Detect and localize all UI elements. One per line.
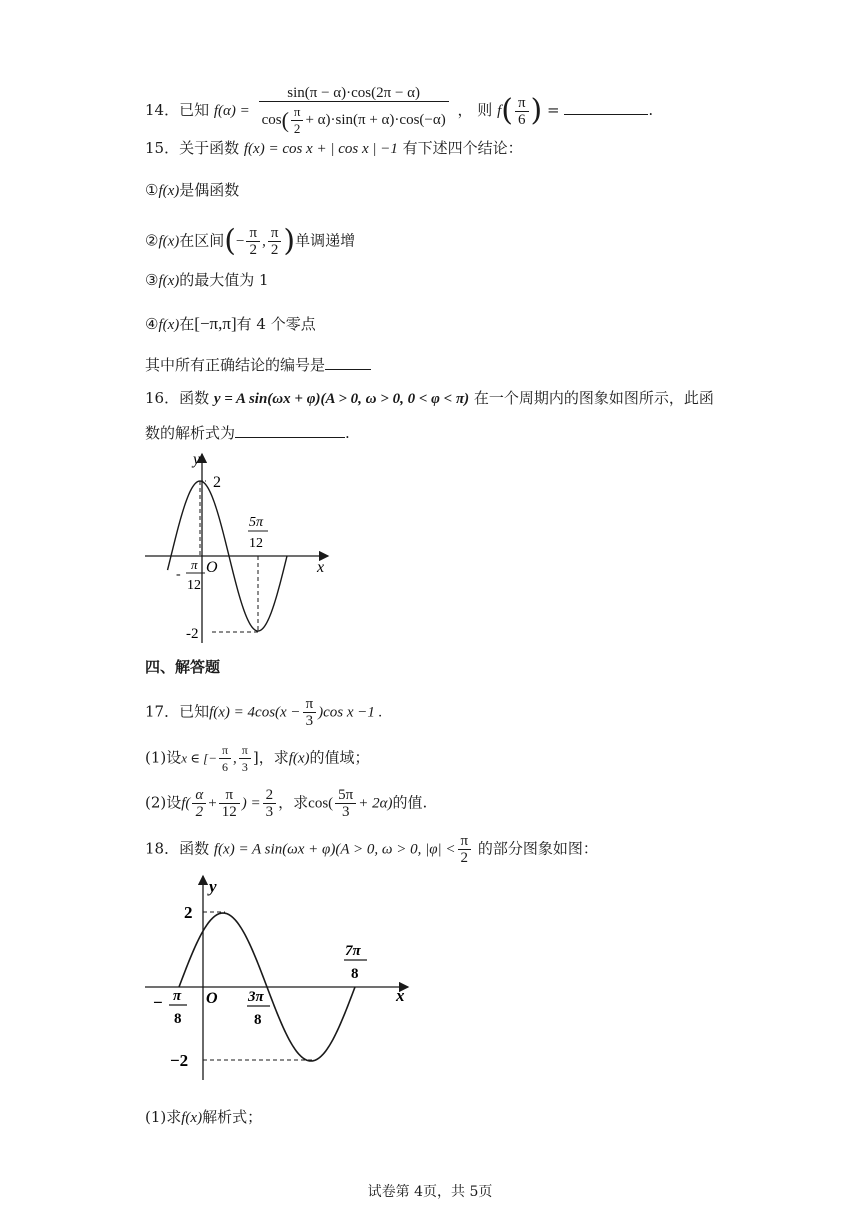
- q18-graph: [140, 872, 430, 1082]
- q15-claim-3: ③f(x)的最大值为 1: [145, 271, 269, 289]
- q17-part-1: (1)设x ∈ [− $\frac{\pi}{6}$ , $\frac{\pi}{3}$ ]，求f(x)的值域；: [145, 743, 370, 774]
- q18-left-tick-num: π: [173, 988, 182, 1004]
- q18-y-label: y: [209, 877, 217, 896]
- q16-left-tick-sign: -: [176, 567, 181, 582]
- q18-mid-tick-den: 8: [254, 1012, 262, 1028]
- q15-claim-2: ②f(x)在区间(− $\frac{\pi}{2}$ , $\frac{\pi}{2}$ )单调递增: [145, 223, 356, 259]
- q18-right-tick-num: 7π: [345, 943, 361, 959]
- q18-stem: 18．函数 f(x) = A sin(ωx + φ)(A > 0, ω > 0, |φ| < $\frac{\pi}{2}$ 的部分图象如图：: [145, 833, 598, 866]
- q14-denominator: cos( $\frac{\pi}{2}$ + α)·sin(π + α)·cos(−α): [261, 104, 446, 136]
- q16-stem: 16．函数 y = A sin(ωx + φ)(A > 0, ω > 0, 0 < φ < π) 在一个周期内的图象如图所示，此函: [145, 389, 714, 407]
- q14-then: ， 则: [457, 101, 493, 119]
- q15-answer-blank[interactable]: [325, 355, 371, 370]
- q16-y-label: y: [193, 451, 201, 468]
- q16-graph: [140, 448, 340, 648]
- q18-left-tick-sign: −: [153, 993, 163, 1012]
- q14-main-fraction: [259, 85, 449, 137]
- q16-right-tick-num: 5π: [249, 515, 264, 530]
- q14-line: 14．已知 f(α) = sin(π − α)·cos(2π − α) cos( $\frac{\pi}{2}$ + α)·sin(π + α)·cos(−α) ， 则 f( $\frac{\pi}{6}$ ) = .: [145, 85, 654, 136]
- q18-origin-label: O: [206, 990, 218, 1007]
- q14-numerator: sin(π − α)·cos(2π − α): [259, 85, 449, 102]
- q15-stem: 15．关于函数 f(x) = cos x + | cos x | −1 有下述四个结论：: [145, 139, 523, 157]
- q16-left-tick-num: π: [191, 557, 198, 572]
- q18-formula: f(x) = A sin(ωx + φ)(A > 0, ω > 0, |φ| <: [213, 841, 456, 858]
- q16-origin-label: O: [206, 559, 218, 576]
- q14-answer-blank[interactable]: [564, 100, 648, 115]
- q16-left-tick-den: 12: [187, 578, 201, 593]
- q18-mid-tick-num: 3π: [248, 989, 264, 1005]
- q15-claim-4: ④f(x)在[−π,π]有 4 个零点: [145, 314, 316, 333]
- q16-answer-blank[interactable]: [235, 423, 345, 438]
- q16-max-label: 2: [213, 474, 221, 491]
- q18-part-1: (1)求f(x)解析式；: [145, 1108, 263, 1126]
- q14-number: 14．已知: [145, 101, 210, 119]
- q16-stem-continued: 数的解析式为 .: [145, 424, 350, 442]
- q17-stem: 17．已知f(x) = 4cos(x − $\frac{\pi}{3}$ )cos x −1 .: [145, 696, 383, 729]
- q16-min-label: -2: [186, 626, 199, 642]
- q18-max-label: 2: [184, 903, 193, 922]
- q15-formula: f(x) = cos x + | cos x | −1: [243, 141, 398, 157]
- q16-right-tick-den: 12: [249, 536, 263, 551]
- q17-part-2: (2)设f( $\frac{\alpha}{2}$ + $\frac{\pi}{12}$ ) = $\frac{2}{3}$ ，求cos( $\frac{5\pi}{3}$ + 2α)的值.: [145, 787, 428, 820]
- q16-formula: y = A sin(ωx + φ)(A > 0, ω > 0, 0 < φ < π): [213, 391, 470, 407]
- section-4-title: 四、解答题: [145, 658, 221, 676]
- q18-right-tick-den: 8: [351, 966, 359, 982]
- q15-question: 其中所有正确结论的编号是: [145, 355, 371, 375]
- q18-left-tick-den: 8: [174, 1011, 182, 1027]
- page-footer: 试卷第 4页，共 5页: [367, 1184, 493, 1200]
- q18-x-label: x: [396, 986, 405, 1005]
- q18-min-label: −2: [170, 1051, 189, 1070]
- q14-lhs: f(α) =: [213, 103, 250, 119]
- q16-x-label: x: [317, 559, 325, 576]
- q15-claim-1: ①f(x)是偶函数: [145, 181, 240, 199]
